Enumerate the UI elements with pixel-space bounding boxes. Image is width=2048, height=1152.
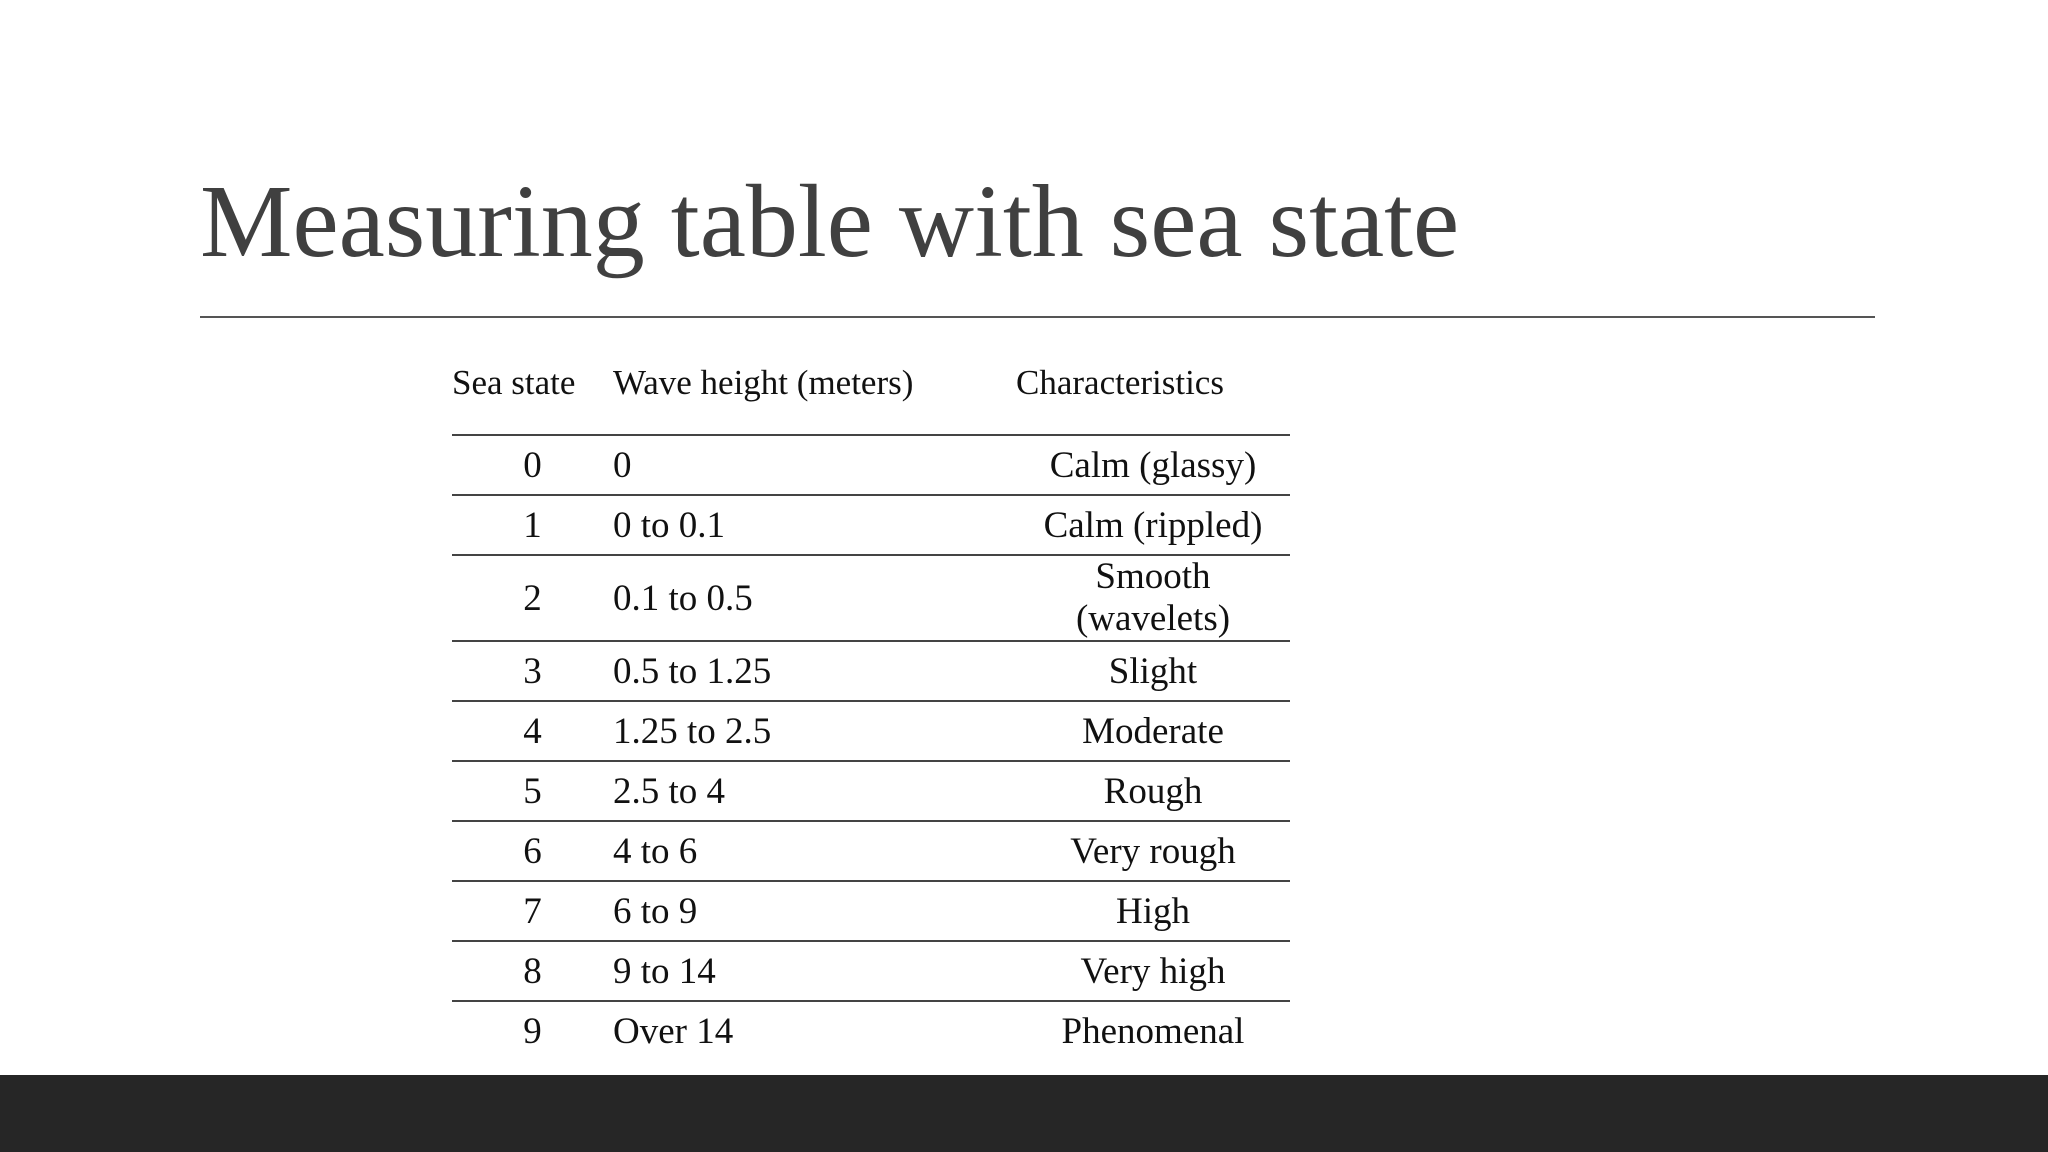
wave-height-cell: 2.5 to 4 xyxy=(613,761,1016,821)
wave-height-cell: 0.5 to 1.25 xyxy=(613,641,1016,701)
header-characteristics: Characteristics xyxy=(1016,360,1290,435)
characteristics-cell: Phenomenal xyxy=(1061,1011,1245,1052)
table-row xyxy=(452,1001,1290,1061)
wave-height-cell: 9 to 14 xyxy=(613,941,1016,1001)
characteristics-cell: Very high xyxy=(1016,941,1290,1001)
wave-height-cell: 0 to 0.1 xyxy=(613,495,1016,555)
table-row xyxy=(452,701,1290,761)
table-row xyxy=(452,761,1290,821)
table-header-row xyxy=(452,360,1290,435)
sea-state-cell: 2 xyxy=(452,555,613,641)
slide-title: Measuring table with sea state xyxy=(200,164,1460,279)
wave-height-cell: 0.1 to 0.5 xyxy=(613,555,1016,641)
wave-height-cell: 1.25 to 2.5 xyxy=(613,701,1016,761)
sea-state-table xyxy=(452,360,1290,1061)
table-row xyxy=(452,555,1290,641)
characteristics-cell: High xyxy=(1016,881,1290,941)
header-sea-state: Sea state xyxy=(452,360,613,435)
sea-state-cell: 5 xyxy=(452,761,613,821)
characteristics-cell: Rough xyxy=(1016,761,1290,821)
header-wave-height: Wave height (meters) xyxy=(613,360,1016,435)
title-divider xyxy=(200,316,1875,318)
sea-state-cell: 0 xyxy=(452,435,613,495)
sea-state-cell: 3 xyxy=(452,641,613,701)
wave-height-cell: 0 xyxy=(613,435,1016,495)
wave-height-cell: Over 14 xyxy=(613,1011,734,1052)
table-row xyxy=(452,495,1290,555)
sea-state-table-image xyxy=(452,360,1290,1052)
wave-height-cell: 4 to 6 xyxy=(613,821,1016,881)
sea-state-cell: 1 xyxy=(452,495,613,555)
table-row xyxy=(452,821,1290,881)
table-row xyxy=(452,435,1290,495)
sea-state-cell: 6 xyxy=(452,821,613,881)
wave-height-cell: 6 to 9 xyxy=(613,881,1016,941)
sea-state-cell: 7 xyxy=(452,881,613,941)
table-row xyxy=(452,941,1290,1001)
characteristics-cell: Smooth (wavelets) xyxy=(1016,555,1290,641)
characteristics-cell: Calm (glassy) xyxy=(1016,435,1290,495)
characteristics-cell: Calm (rippled) xyxy=(1016,495,1290,555)
characteristics-cell: Moderate xyxy=(1016,701,1290,761)
sea-state-cell: 9 xyxy=(523,1011,542,1052)
table-row xyxy=(452,881,1290,941)
footer-bar xyxy=(0,1075,2048,1152)
sea-state-cell: 4 xyxy=(452,701,613,761)
table-row xyxy=(452,641,1290,701)
characteristics-cell: Slight xyxy=(1016,641,1290,701)
characteristics-cell: Very rough xyxy=(1016,821,1290,881)
sea-state-cell: 8 xyxy=(452,941,613,1001)
